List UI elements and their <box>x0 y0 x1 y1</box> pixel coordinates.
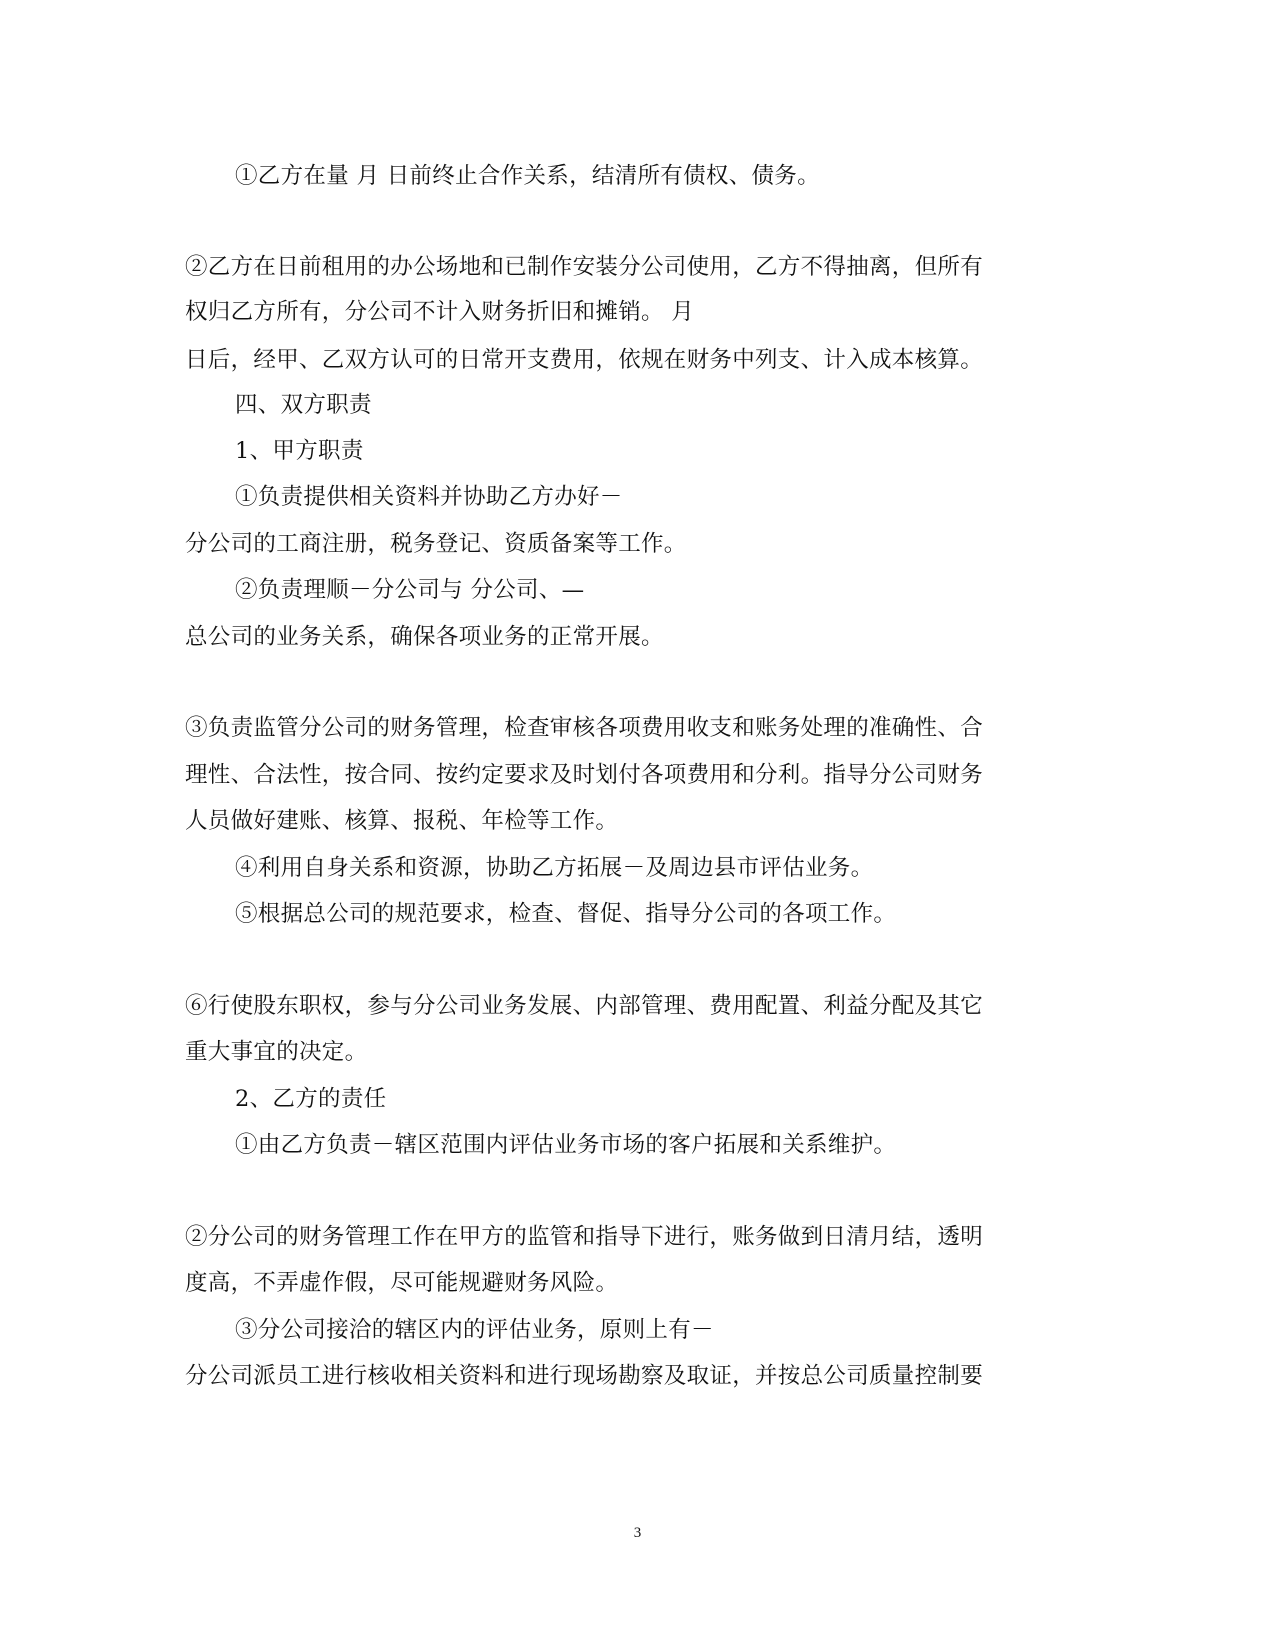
paragraph-line: 日后，经甲、乙双方认可的日常开支费用，依规在财务中列支、计入成本核算。 <box>185 347 984 373</box>
subsection-heading: 2、乙方的责任 <box>235 1086 387 1112</box>
paragraph-line: 分公司派员工进行核收相关资料和进行现场勘察及取证，并按总公司质量控制要 <box>185 1363 984 1389</box>
paragraph-line: ③负责监管分公司的财务管理，检查审核各项费用收支和账务处理的准确性、合 <box>185 715 984 741</box>
paragraph-line: ①乙方在量 月 日前终止合作关系，结清所有债权、债务。 <box>235 163 820 189</box>
paragraph-line: ②分公司的财务管理工作在甲方的监管和指导下进行，账务做到日清月结，透明 <box>185 1224 984 1250</box>
paragraph-line: ①负责提供相关资料并协助乙方办好－ <box>235 484 623 510</box>
paragraph-line: ⑤根据总公司的规范要求，检查、督促、指导分公司的各项工作。 <box>235 901 897 927</box>
paragraph-line: 分公司的工商注册，税务登记、资质备案等工作。 <box>185 531 687 557</box>
paragraph-line: 总公司的业务关系，确保各项业务的正常开展。 <box>185 624 664 650</box>
paragraph-line: 理性、合法性，按合同、按约定要求及时划付各项费用和分利。指导分公司财务 <box>185 762 984 788</box>
paragraph-line: ⑥行使股东职权，参与分公司业务发展、内部管理、费用配置、利益分配及其它 <box>185 993 984 1019</box>
subsection-heading: 1、甲方职责 <box>235 438 364 464</box>
section-heading: 四、双方职责 <box>235 392 372 418</box>
paragraph-line: ④利用自身关系和资源，协助乙方拓展－及周边县市评估业务。 <box>235 855 874 881</box>
paragraph-line: ③分公司接洽的辖区内的评估业务，原则上有－ <box>235 1317 714 1343</box>
paragraph-line: 人员做好建账、核算、报税、年检等工作。 <box>185 808 619 834</box>
paragraph-line: ①由乙方负责－辖区范围内评估业务市场的客户拓展和关系维护。 <box>235 1132 897 1158</box>
page-number: 3 <box>633 1525 642 1541</box>
paragraph-line: ②乙方在日前租用的办公场地和已制作安装分公司使用，乙方不得抽离，但所有 <box>185 254 984 280</box>
paragraph-line: 重大事宜的决定。 <box>185 1039 368 1065</box>
paragraph-line: 度高，不弄虚作假，尽可能规避财务风险。 <box>185 1270 619 1296</box>
paragraph-line: ②负责理顺－分公司与 分公司、— <box>235 577 585 603</box>
paragraph-line: 权归乙方所有，分公司不计入财务折旧和摊销。 月 <box>185 299 695 325</box>
